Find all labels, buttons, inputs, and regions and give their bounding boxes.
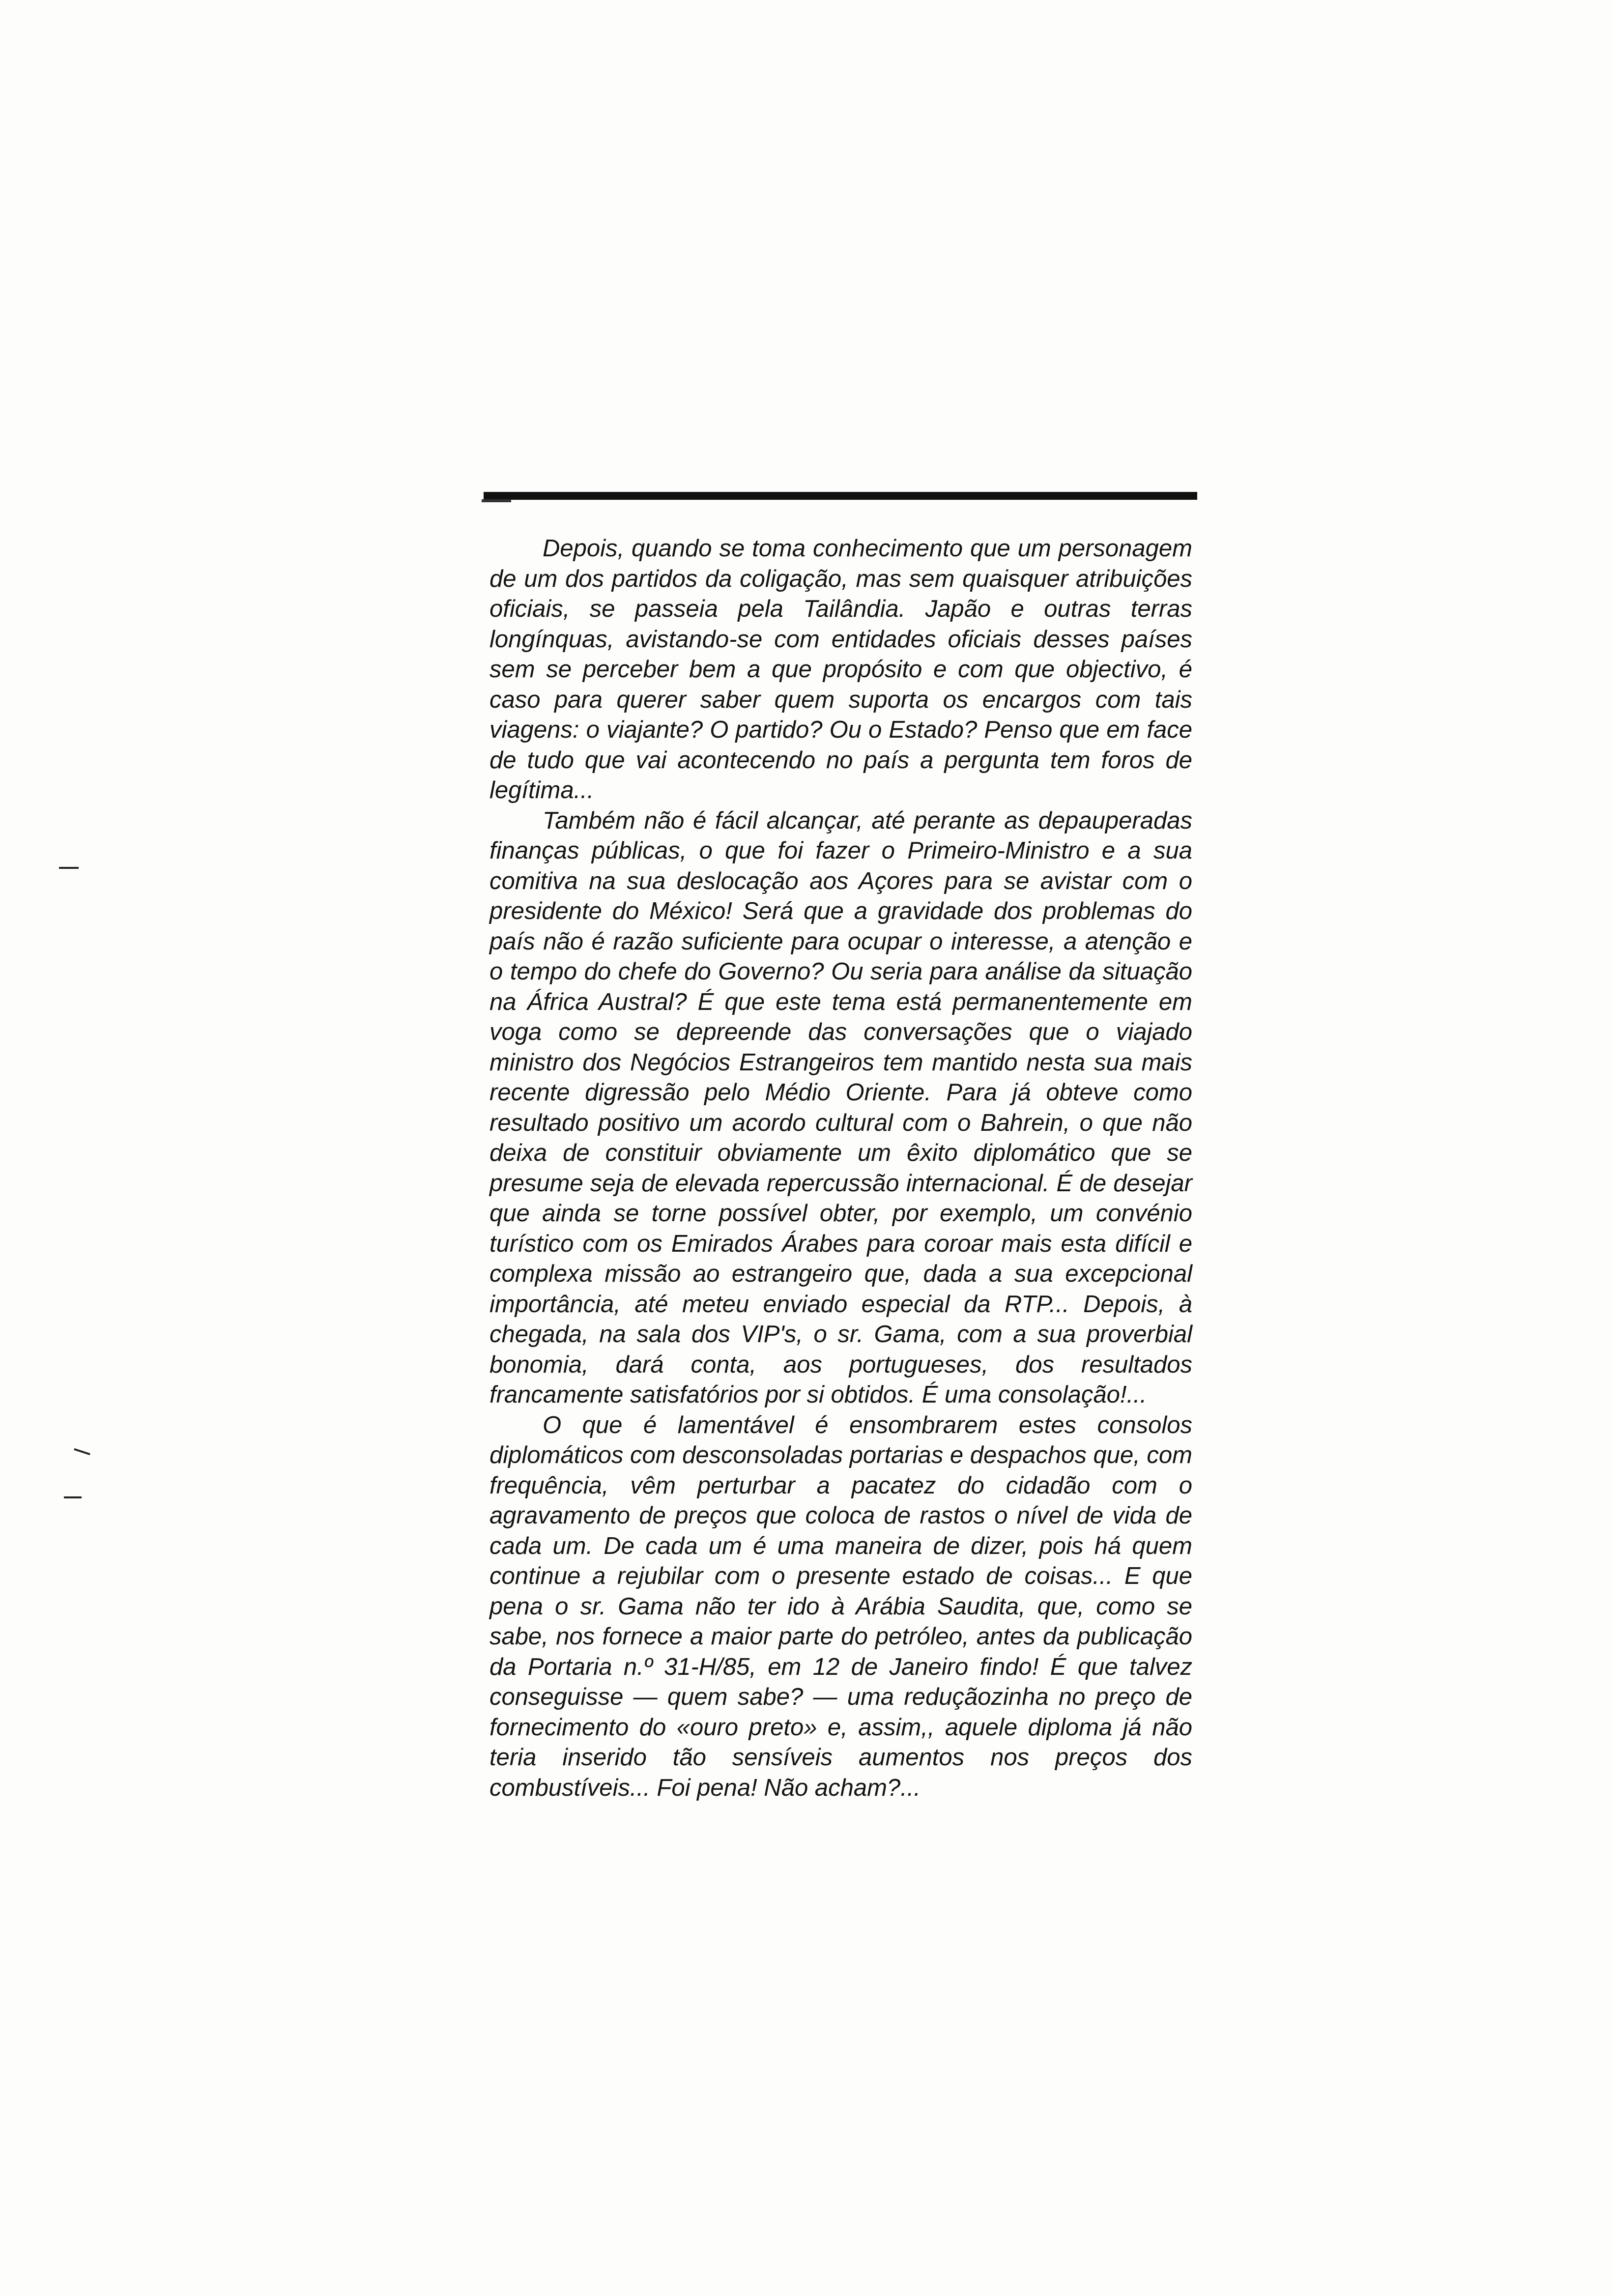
- article-column: [489, 534, 1192, 1803]
- margin-mark: [64, 1496, 82, 1498]
- paragraph-2: Também não é fácil alcançar, até perante as depauperadas finanças públicas, o que foi fazer o Primeiro-Ministro e a sua comitiva na sua deslocação aos Açores para se avistar com o presidente do México! Será que a gravidade dos problemas do país não é razão suficiente para ocupar o interesse, a atenção e o tempo do chefe do Governo? Ou seria para análise da situação na África Austral? É que este tema está permanentemente em voga como se depreende das conversações que o viajado ministro dos Negócios Estrangeiros tem mantido nesta sua mais recente digressão pelo Médio Oriente. Para já obteve como resultado positivo um acordo cultural com o Bahrein, o que não deixa de constituir obviamente um êxito diplomático que se presume seja de elevada repercussão internacional. É de desejar que ainda se torne possível obter, por exemplo, um convénio turístico com os Emirados Árabes para coroar mais esta difícil e complexa missão ao estrangeiro que, dada a sua excepcional importância, até meteu enviado especial da RTP... Depois, à chegada, na sala dos VIP's, o sr. Gama, com a sua proverbial bonomia, dará conta, aos portugueses, dos resultados francamente satisfatórios por si obtidos. É uma consolação!...: [489, 807, 1192, 1408]
- paragraph-1: Depois, quando se toma conhecimento que um personagem de um dos partidos da coligação, mas sem quaisquer atribuições oficiais, se passeia pela Tailândia. Japão e outras terras longínquas, avistando-se com entidades oficiais desses países sem se perceber bem a que propósito e com que objectivo, é caso para querer saber quem suporta os encargos com tais viagens: o viajante? O partido? Ou o Estado? Penso que em face de tudo que vai acontecendo no país a pergunta tem foros de legítima...: [489, 535, 1192, 804]
- top-rule-tail: [482, 499, 511, 502]
- paragraph-3: O que é lamentável é ensombrarem estes consolos diplomáticos com desconsoladas portarias e despachos que, com frequência, vêm perturbar a pacatez do cidadão com o agravamento de preços que coloca de rastos o nível de vida de cada um. De cada um é uma maneira de dizer, pois há quem continue a rejubilar com o presente estado de coisas... E que pena o sr. Gama não ter ido à Arábia Saudita, que, como se sabe, nos fornece a maior parte do petróleo, antes da publicação da Portaria n.º 31-H/85, em 12 de Janeiro findo! É que talvez conseguisse — quem sabe? — uma reduçãozinha no preço de fornecimento do «ouro preto» e, assim,, aquele diploma já não teria inserido tão sensíveis aumentos nos preços dos combustíveis... Foi pena! Não acham?...: [489, 1411, 1192, 1801]
- margin-mark: [74, 1448, 90, 1455]
- margin-mark: [59, 867, 79, 869]
- top-rule: [484, 492, 1197, 500]
